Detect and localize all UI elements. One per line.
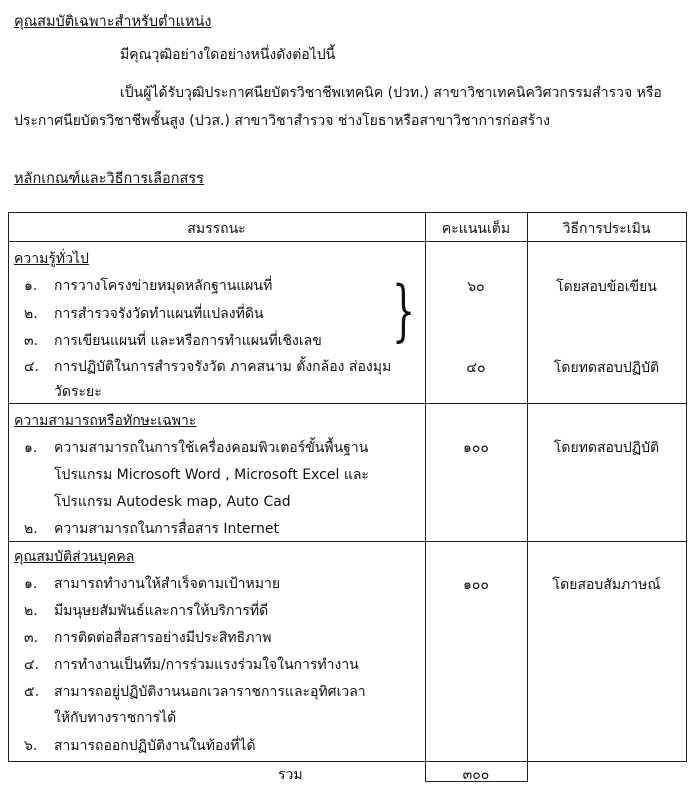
list-item: ๑. ความสามารถในการใช้เครื่องคอมพิวเตอร์ขั้นพื้นฐาน xyxy=(24,440,369,456)
qualification-heading: คุณสมบัติเฉพาะสำหรับตำแหน่ง xyxy=(14,14,212,30)
list-item: ๔. การปฏิบัติในการสำรวจรังวัด ภาคสนาม ตั้งกล้อง ส่องมุม xyxy=(24,359,392,375)
table-border-left xyxy=(8,212,9,762)
score-personal: ๑๐๐ xyxy=(463,577,489,593)
table-border-right xyxy=(686,212,687,762)
qualification-line-2: ประกาศนียบัตรวิชาชีพชั้นสูง (ปวส.) สาขาวิชาสำรวจ ช่างโยธาหรือสาขาวิชาการก่อสร้าง xyxy=(14,113,550,129)
section-title-personal-attributes: คุณสมบัติส่วนบุคคล xyxy=(14,549,135,565)
list-item-continuation: โปรแกรม Autodesk map, Auto Cad xyxy=(54,494,291,510)
method-skills: โดยทดสอบปฏิบัติ xyxy=(553,440,660,456)
list-item: ๓. การเขียนแผนที่ และหรือการทำแผนที่เชิงเลข xyxy=(24,333,322,349)
qualification-intro: มีคุณวุฒิอย่างใดอย่างหนึ่งดังต่อไปนี้ xyxy=(120,47,336,63)
list-item-continuation: โปรแกรม Microsoft Word , Microsoft Excel และ xyxy=(54,467,369,483)
method-personal: โดยสอบสัมภาษณ์ xyxy=(552,577,661,593)
table-section-line-2 xyxy=(8,541,687,542)
method-written-test: โดยสอบข้อเขียน xyxy=(556,279,657,295)
table-section-line-1 xyxy=(8,403,687,404)
header-score: คะแนนเต็ม xyxy=(441,221,511,237)
list-item: ๑. สามารถทำงานให้สำเร็จตามเป้าหมาย xyxy=(24,576,281,592)
list-item: ๔. การทำงานเป็นทีม/การร่วมแรงร่วมใจในการทำงาน xyxy=(24,657,359,673)
list-item: ๓. การติดต่อสื่อสารอย่างมีประสิทธิภาพ xyxy=(24,630,272,646)
list-item: ๕. สามารถอยู่ปฏิบัติงานนอกเวลาราชการและอุทิศเวลา xyxy=(24,684,366,700)
list-item: ๑. การวางโครงข่ายหมุดหลักฐานแผนที่ xyxy=(24,278,273,294)
grouping-brace: } xyxy=(392,272,416,349)
header-method: วิธีการประเมิน xyxy=(562,221,651,237)
list-item: ๒. ความสามารถในการสื่อสาร Internet xyxy=(24,521,279,537)
table-bottom-line xyxy=(8,761,687,762)
score-written-test: ๖๐ xyxy=(467,279,485,295)
score-practical-test: ๔๐ xyxy=(466,360,486,376)
score-skills: ๑๐๐ xyxy=(463,440,489,456)
total-value: ๓๐๐ xyxy=(462,767,490,783)
method-practical-test: โดยทดสอบปฏิบัติ xyxy=(553,360,660,376)
table-border-top xyxy=(8,212,687,213)
total-label: รวม xyxy=(278,767,303,783)
section-title-general-knowledge: ความรู้ทั่วไป xyxy=(14,251,89,267)
list-item-continuation: วัดระยะ xyxy=(54,384,102,400)
criteria-heading: หลักเกณฑ์และวิธีการเลือกสรร xyxy=(14,171,204,187)
table-header-line xyxy=(8,241,687,242)
header-competency: สมรรถนะ xyxy=(187,221,246,237)
qualification-line-1: เป็นผู้ได้รับวุฒิประกาศนียบัตรวิชาชีพเทคนิค (ปวท.) สาขาวิชาเทคนิควิศวกรรมสำรวจ หรือ xyxy=(120,85,662,101)
list-item-continuation: ให้กับทางราชการได้ xyxy=(54,710,177,726)
list-item: ๒. มีมนุษยสัมพันธ์และการให้บริการที่ดี xyxy=(24,603,269,619)
list-item: ๒. การสำรวจรังวัดทำแผนที่แปลงที่ดิน xyxy=(24,306,264,322)
list-item: ๖. สามารถออกปฏิบัติงานในท้องที่ได้ xyxy=(24,738,256,754)
section-title-specific-skills: ความสามารถหรือทักษะเฉพาะ xyxy=(14,413,197,429)
